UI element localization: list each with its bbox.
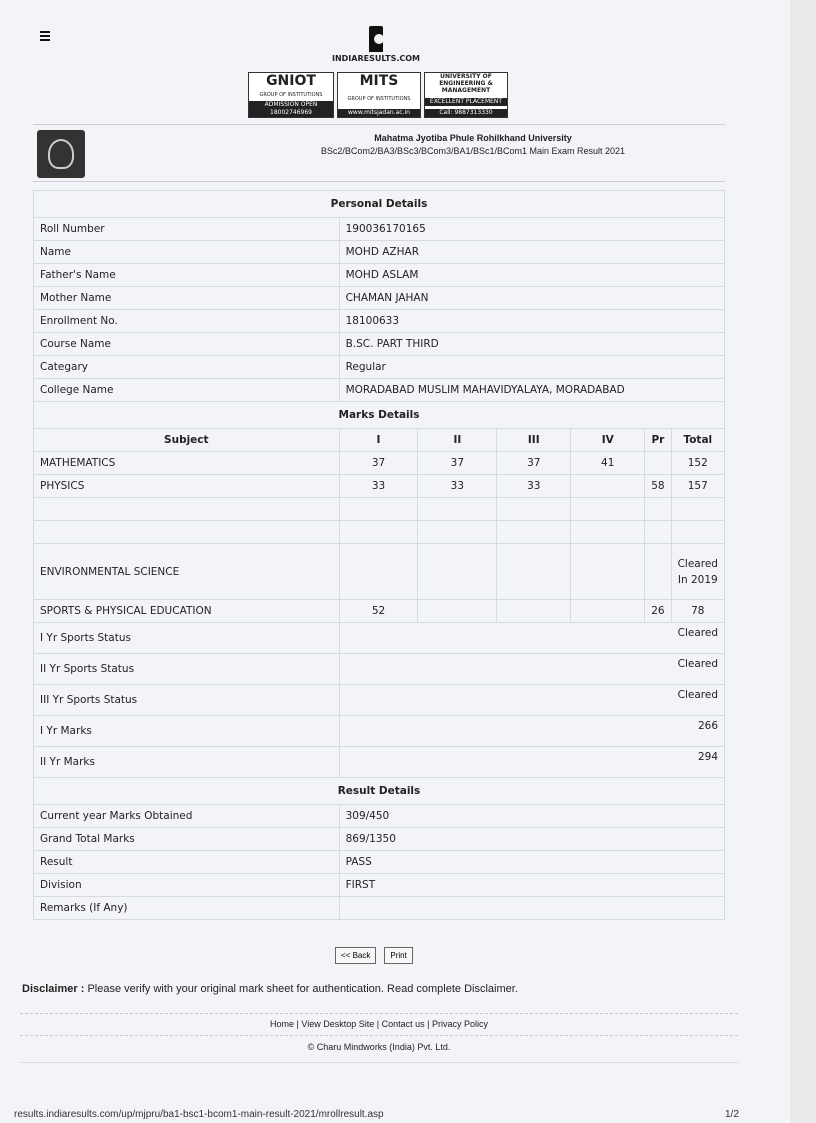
field-label: Result xyxy=(34,851,340,874)
subject-name: ENVIRONMENTAL SCIENCE xyxy=(34,544,340,600)
empty-row xyxy=(34,498,725,521)
scan-edge xyxy=(790,0,816,1123)
ad-banner-mits[interactable] xyxy=(337,72,421,118)
col-header: Subject xyxy=(34,429,340,452)
mark-total: 157 xyxy=(671,475,724,498)
table-row xyxy=(34,218,725,241)
table-row xyxy=(34,452,725,475)
field-label: Father's Name xyxy=(34,264,340,287)
mark-cell xyxy=(418,600,497,623)
subject-name: PHYSICS xyxy=(34,475,340,498)
status-label: II Yr Marks xyxy=(34,747,340,778)
marks-details-title: Marks Details xyxy=(34,402,725,429)
field-value: 190036170165 xyxy=(339,218,724,241)
table-row xyxy=(34,716,725,747)
ad-bar: www.mitsjadan.ac.in xyxy=(338,109,420,117)
field-value: 18100633 xyxy=(339,310,724,333)
ad-subtitle: GROUP OF INSTITUTIONS xyxy=(347,96,411,102)
col-header: III xyxy=(497,429,571,452)
empty-row xyxy=(34,521,725,544)
mark-cell: 33 xyxy=(339,475,418,498)
footer-link-privacy[interactable]: Privacy Policy xyxy=(431,1019,488,1029)
table-row xyxy=(34,874,725,897)
field-value: 309/450 xyxy=(339,805,724,828)
table-row xyxy=(34,310,725,333)
print-url: results.indiaresults.com/up/mjpru/ba1-bsc1-bcom1-main-result-2021/mrollresult.asp xyxy=(14,1109,384,1120)
status-value: Cleared xyxy=(339,685,724,716)
ad-banners xyxy=(248,72,508,118)
table-row xyxy=(34,475,725,498)
ad-banner-uem[interactable] xyxy=(424,72,508,118)
field-label: College Name xyxy=(34,379,340,402)
mark-cell xyxy=(497,544,571,600)
back-button[interactable]: << Back xyxy=(335,947,376,964)
ad-title: MITS xyxy=(359,73,399,89)
field-value: Regular xyxy=(339,356,724,379)
footer-links: Home | View Desktop Site | Contact us | Privacy Policy xyxy=(20,1014,738,1036)
table-row xyxy=(34,356,725,379)
ad-title: UNIVERSITY OF ENGINEERING & MANAGEMENT xyxy=(439,73,493,94)
mark-cell xyxy=(645,452,671,475)
menu-icon[interactable] xyxy=(40,31,50,43)
field-value xyxy=(339,897,724,920)
indiaresults-logo[interactable] xyxy=(320,26,432,63)
table-row xyxy=(34,379,725,402)
table-row xyxy=(34,851,725,874)
status-label: I Yr Sports Status xyxy=(34,623,340,654)
university-name: Mahatma Jyotiba Phule Rohilkhand University xyxy=(374,133,572,143)
ad-banner-gniot[interactable] xyxy=(248,72,334,118)
field-label: Current year Marks Obtained xyxy=(34,805,340,828)
ad-title: GNIOT xyxy=(266,73,316,89)
field-label: Remarks (If Any) xyxy=(34,897,340,920)
table-row xyxy=(34,897,725,920)
print-button[interactable]: Print xyxy=(384,947,412,964)
page-number: 1/2 xyxy=(725,1109,739,1120)
status-label: III Yr Sports Status xyxy=(34,685,340,716)
mark-total: Cleared In 2019 xyxy=(671,544,724,600)
ad-subtitle: EXCELLENT PLACEMENT xyxy=(425,98,507,106)
ad-bar: Call: 9887313330 xyxy=(425,109,507,117)
mark-cell: 33 xyxy=(418,475,497,498)
status-label: II Yr Sports Status xyxy=(34,654,340,685)
field-label: Enrollment No. xyxy=(34,310,340,333)
mark-cell: 41 xyxy=(571,452,645,475)
indiaresults-mark-icon xyxy=(369,26,383,52)
mark-cell xyxy=(571,544,645,600)
subject-name: SPORTS & PHYSICAL EDUCATION xyxy=(34,600,340,623)
status-value: 294 xyxy=(339,747,724,778)
field-label: Grand Total Marks xyxy=(34,828,340,851)
field-value: PASS xyxy=(339,851,724,874)
field-value: 869/1350 xyxy=(339,828,724,851)
status-label: I Yr Marks xyxy=(34,716,340,747)
copyright: © Charu Mindworks (India) Pvt. Ltd. xyxy=(20,1036,738,1063)
mark-total: 152 xyxy=(671,452,724,475)
mark-cell xyxy=(497,600,571,623)
field-label: Roll Number xyxy=(34,218,340,241)
table-row xyxy=(34,654,725,685)
field-value: FIRST xyxy=(339,874,724,897)
table-row xyxy=(34,600,725,623)
table-row xyxy=(34,264,725,287)
field-value: MOHD AZHAR xyxy=(339,241,724,264)
col-header: Total xyxy=(671,429,724,452)
result-details-title: Result Details xyxy=(34,778,725,805)
field-label: Categary xyxy=(34,356,340,379)
mark-cell xyxy=(418,544,497,600)
table-row xyxy=(34,685,725,716)
mark-cell xyxy=(339,544,418,600)
footer-link-desktop-site[interactable]: View Desktop Site xyxy=(301,1019,375,1029)
col-header: IV xyxy=(571,429,645,452)
disclaimer xyxy=(22,983,518,995)
field-value: MORADABAD MUSLIM MAHAVIDYALAYA, MORADABAD xyxy=(339,379,724,402)
personal-details-title: Personal Details xyxy=(34,191,725,218)
result-header xyxy=(33,124,725,182)
mark-cell xyxy=(571,600,645,623)
mark-total: 78 xyxy=(671,600,724,623)
action-buttons xyxy=(335,947,413,964)
field-value: MOHD ASLAM xyxy=(339,264,724,287)
mark-cell: 52 xyxy=(339,600,418,623)
status-value: Cleared xyxy=(339,623,724,654)
ad-bar: ADMISSION OPEN 18002746969 xyxy=(249,101,333,117)
table-row xyxy=(34,623,725,654)
table-row xyxy=(34,333,725,356)
subject-name: MATHEMATICS xyxy=(34,452,340,475)
status-value: Cleared xyxy=(339,654,724,685)
field-label: Mother Name xyxy=(34,287,340,310)
status-value: 266 xyxy=(339,716,724,747)
footer xyxy=(20,1013,738,1063)
col-header: II xyxy=(418,429,497,452)
mark-cell: 37 xyxy=(339,452,418,475)
field-label: Division xyxy=(34,874,340,897)
table-row xyxy=(34,544,725,600)
table-row xyxy=(34,747,725,778)
mark-cell xyxy=(645,544,671,600)
mark-cell: 33 xyxy=(497,475,571,498)
mark-cell: 26 xyxy=(645,600,671,623)
mark-cell: 58 xyxy=(645,475,671,498)
disclaimer-text[interactable]: Please verify with your original mark sheet for authentication. Read complete Disclaimer. xyxy=(87,983,518,995)
table-row xyxy=(34,287,725,310)
field-label: Name xyxy=(34,241,340,264)
col-header: Pr xyxy=(645,429,671,452)
footer-link-contact[interactable]: Contact us xyxy=(381,1019,425,1029)
table-row xyxy=(34,805,725,828)
exam-title: BSc2/BCom2/BA3/BSc3/BCom3/BA1/BSc1/BCom1 Main Exam Result 2021 xyxy=(320,146,626,156)
table-row xyxy=(34,241,725,264)
disclaimer-label: Disclaimer : xyxy=(22,983,85,995)
result-table xyxy=(33,190,725,920)
field-label: Course Name xyxy=(34,333,340,356)
mark-cell: 37 xyxy=(418,452,497,475)
mark-cell xyxy=(571,475,645,498)
table-row xyxy=(34,828,725,851)
mark-cell: 37 xyxy=(497,452,571,475)
field-value: B.SC. PART THIRD xyxy=(339,333,724,356)
marks-header-row xyxy=(34,429,725,452)
brand-name: INDIARESULTS.COM xyxy=(331,54,421,63)
col-header: I xyxy=(339,429,418,452)
footer-link-home[interactable]: Home xyxy=(270,1019,295,1029)
university-seal-icon xyxy=(37,130,85,178)
ad-subtitle: GROUP OF INSTITUTIONS xyxy=(259,92,323,98)
field-value: CHAMAN JAHAN xyxy=(339,287,724,310)
